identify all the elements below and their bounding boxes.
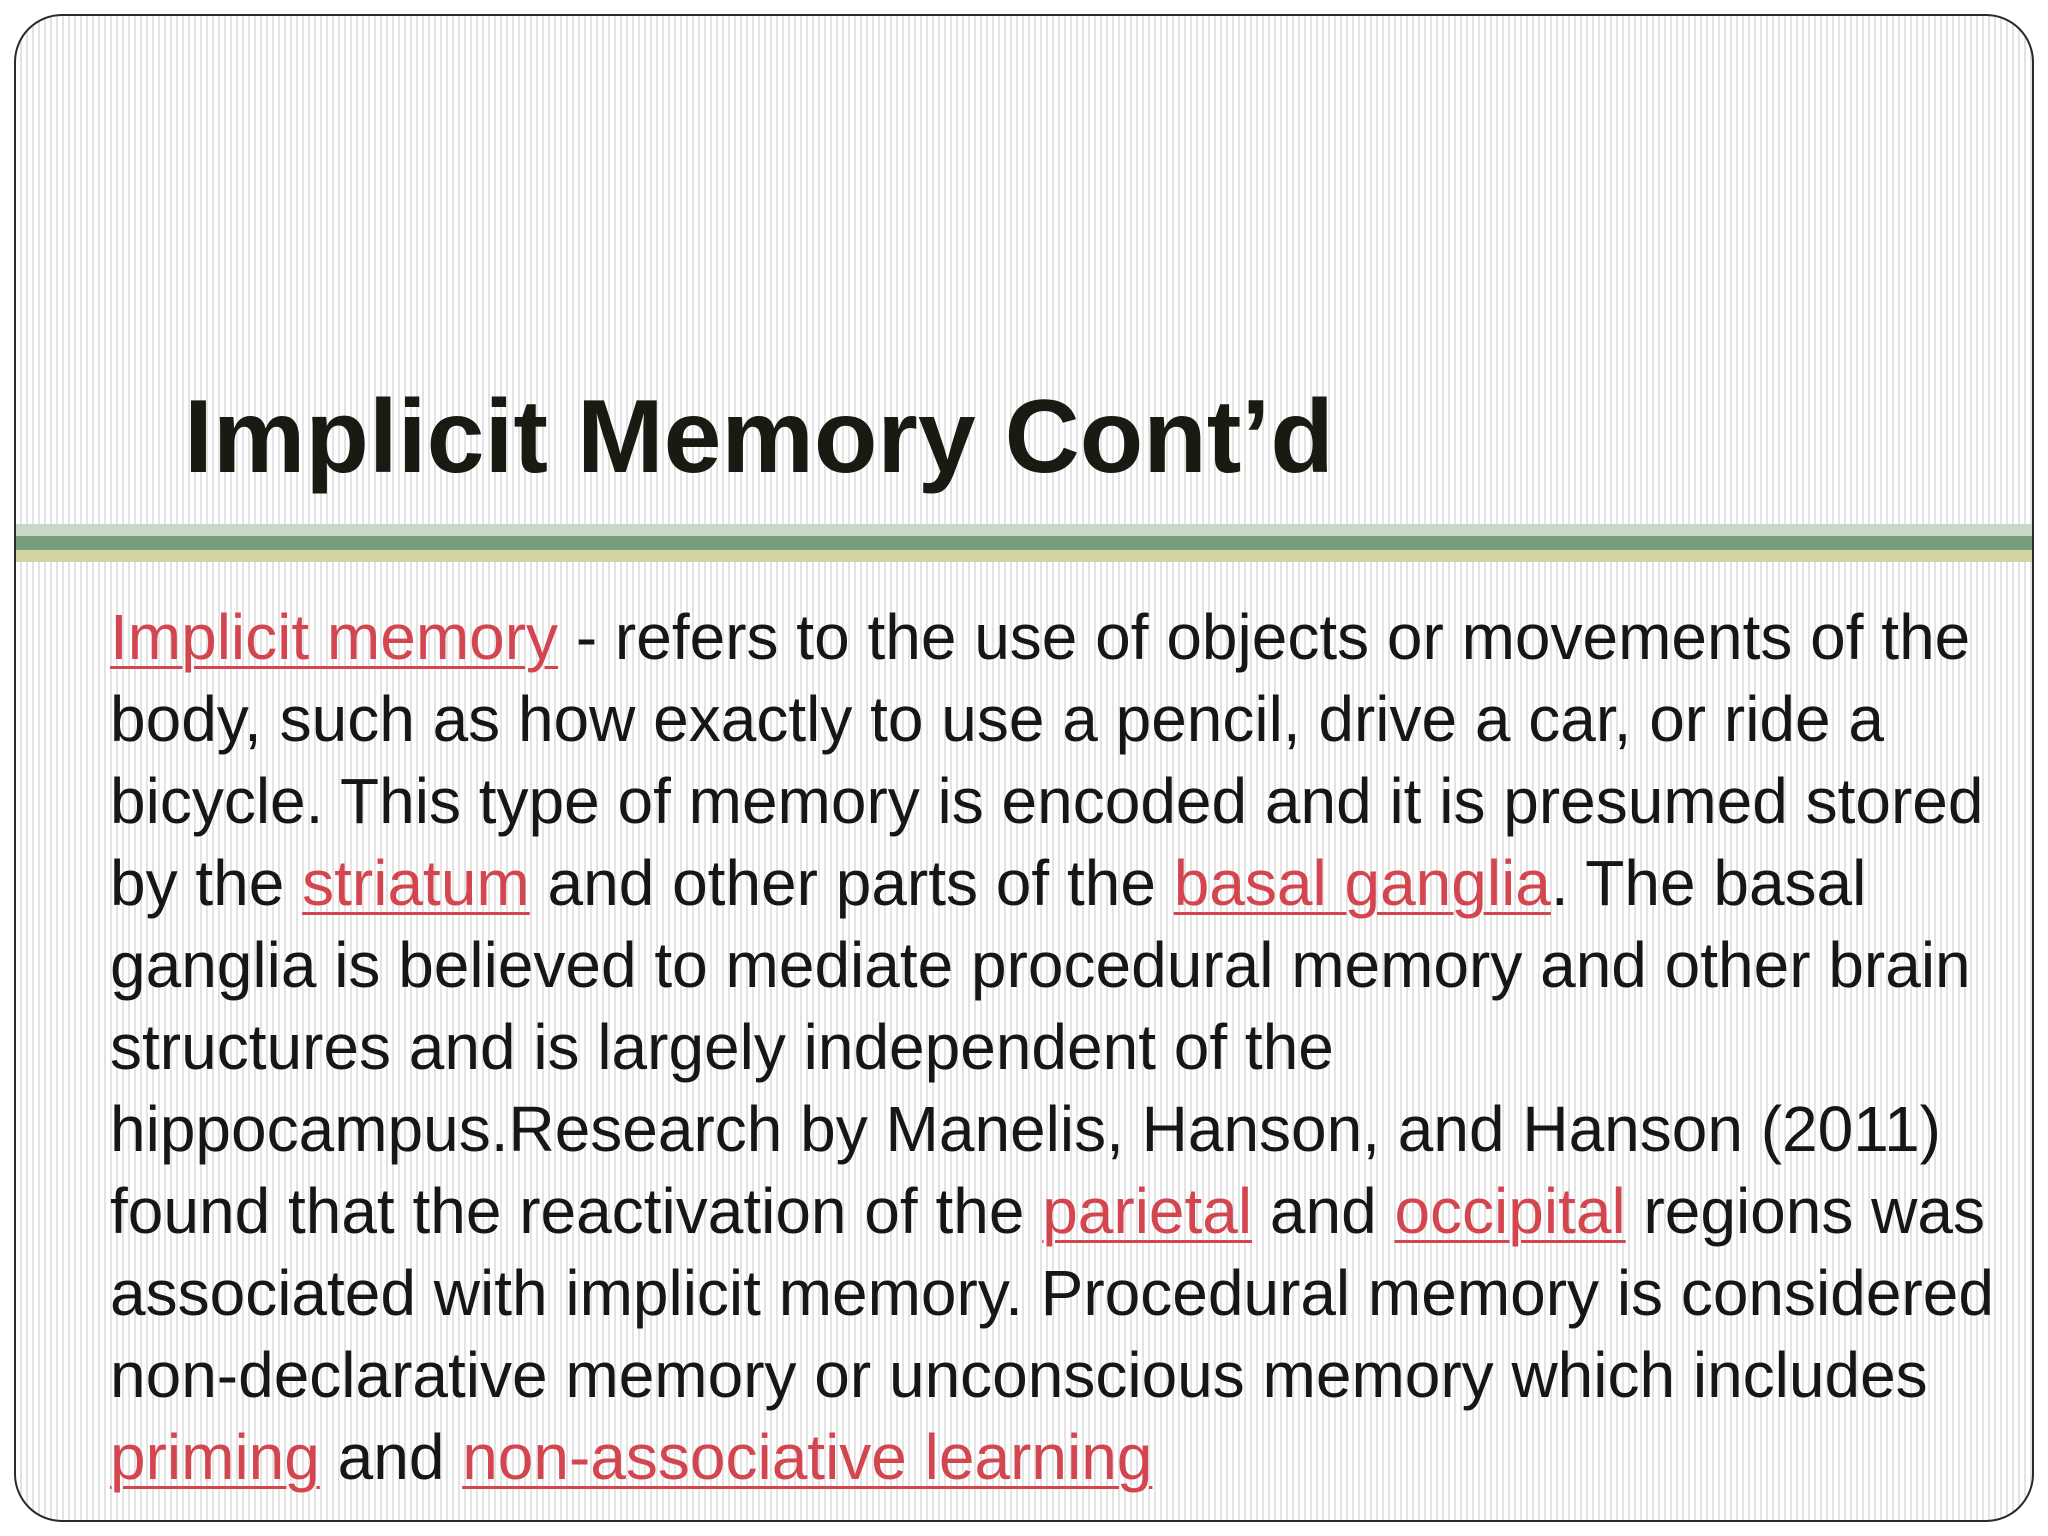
body-text-segment: and other parts of the (529, 847, 1174, 919)
link-striatum[interactable]: striatum (302, 847, 530, 919)
slide-frame (14, 14, 2034, 1522)
body-text-segment: and (319, 1421, 463, 1493)
slide-title: Implicit Memory Cont’d (184, 379, 1334, 495)
divider-tan-band (16, 550, 2032, 562)
link-non-associative-learning[interactable]: non-associative learning (462, 1421, 1153, 1493)
divider-light-band (16, 524, 2032, 536)
link-implicit-memory[interactable]: Implicit memory (110, 601, 559, 673)
link-priming[interactable]: priming (110, 1421, 320, 1493)
link-parietal[interactable]: parietal (1042, 1175, 1253, 1247)
divider-green-band (16, 536, 2032, 550)
body-text-segment: regions was associated with implicit memory. Procedural memory is considered non-declarative memory or unconscious memory which includes (110, 1175, 1994, 1411)
link-occipital[interactable]: occipital (1394, 1175, 1626, 1247)
body-paragraph (110, 596, 2010, 1498)
link-basal-ganglia[interactable]: basal ganglia (1173, 847, 1551, 919)
body-text-segment: and (1252, 1175, 1395, 1247)
title-divider (16, 524, 2032, 562)
body-text-segment: - refers to the use of objects or movements of the body, such as how exactly to use a pencil, drive a car, or ride a bicycle. This type of memory is encoded and it is presumed stored by the (110, 601, 1984, 919)
body-text-segment: . The basal ganglia is believed to mediate procedural memory and other brain structures and is largely independent of the hippocampus.Research by Manelis, Hanson, and Hanson (2011) found that the reactivation of the (110, 847, 1971, 1247)
